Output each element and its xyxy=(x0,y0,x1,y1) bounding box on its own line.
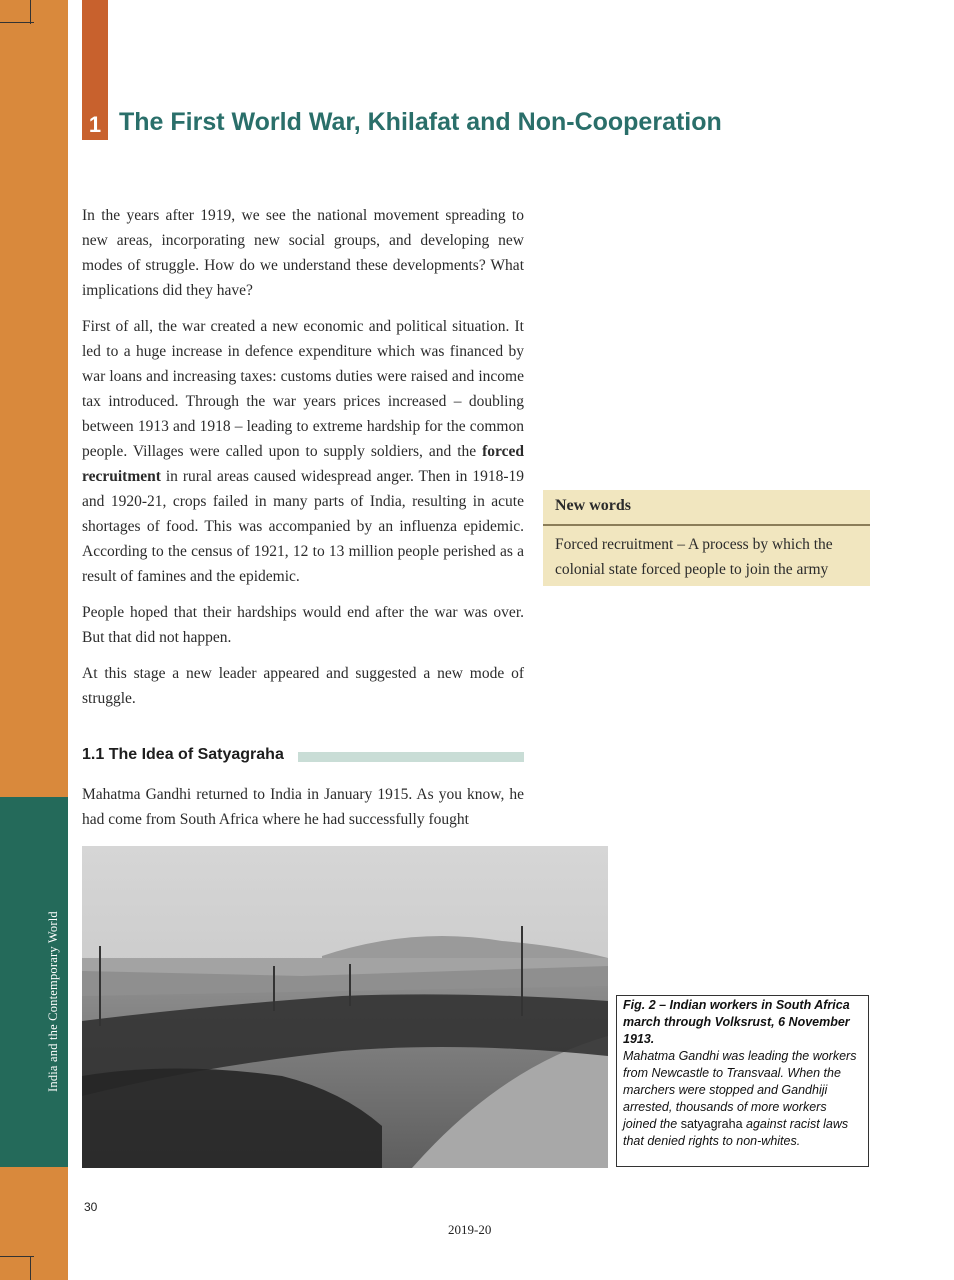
crop-mark-bottom xyxy=(0,1256,34,1257)
edition-year: 2019-20 xyxy=(448,1222,492,1237)
forced-recruitment-term: forced recruitment xyxy=(82,443,524,485)
crop-mark-top-vertical xyxy=(30,0,31,24)
new-words-definition: Forced recruitment – A process by which the colonial state forced people to join the army xyxy=(555,536,833,578)
paragraph-war-effects-part1: First of all, the war created a new economic and political situation. It led to a huge increase in defence expenditure which was financed by war loans and increasing taxes: customs duties were raised and income tax introduced. Through the war years prices increased – doubling between 1913 and 1918 – leading to extreme hardship for the common people. Villages were called upon to supply soldiers, and the xyxy=(82,318,524,460)
new-words-heading: New words xyxy=(555,497,631,514)
figure-caption xyxy=(616,995,869,1167)
paragraph-new-leader: At this stage a new leader appeared and suggested a new mode of struggle. xyxy=(82,665,524,707)
crop-mark-top xyxy=(0,22,34,23)
historical-photo xyxy=(82,846,608,1168)
paragraph-war-effects xyxy=(82,314,524,589)
paragraph-hardships: People hoped that their hardships would end after the war was over. But that did not happen. xyxy=(82,604,524,646)
section-heading: 1.1 The Idea of Satyagraha xyxy=(82,746,284,763)
figure-caption-text-part1: Mahatma Gandhi was leading the workers from Newcastle to Transvaal. When the marchers were stopped and Gandhiji arrested, thousands of more workers joined the xyxy=(623,1049,857,1131)
page-number: 30 xyxy=(84,1200,98,1214)
new-words-box xyxy=(543,490,870,586)
figure-caption-title: Fig. 2 – Indian workers in South Africa march through Volksrust, 6 November 1913. xyxy=(623,998,850,1046)
crop-mark-bottom-vertical xyxy=(30,1256,31,1280)
chapter-title: The First World War, Khilafat and Non-Cooperation xyxy=(119,108,722,136)
new-words-divider xyxy=(543,524,870,526)
section-heading-bar xyxy=(298,752,524,762)
book-title: India and the Contemporary World xyxy=(46,911,60,1092)
figure-caption-text-part2: against racist laws that denied rights to non-whites. xyxy=(623,1117,849,1148)
chapter-number: 1 xyxy=(88,112,102,137)
photo-illustration xyxy=(82,846,608,1168)
paragraph-intro: In the years after 1919, we see the national movement spreading to new areas, incorporating new social groups, and developing new modes of struggle. How do we understand these developments? What implications did they have? xyxy=(82,207,524,299)
paragraph-war-effects-part2: in rural areas caused widespread anger. Then in 1918-19 and 1920-21, crops failed in many parts of India, resulting in acute shortages of food. This was accompanied by an influenza epidemic. According to the census of 1921, 12 to 13 million people perished as a result of famines and the epidemic. xyxy=(82,468,524,585)
paragraph-gandhi: Mahatma Gandhi returned to India in January 1915. As you know, he had come from South Africa where he had successfully fought xyxy=(82,786,524,828)
figure-caption-satyagraha: satyagraha xyxy=(680,1117,743,1131)
